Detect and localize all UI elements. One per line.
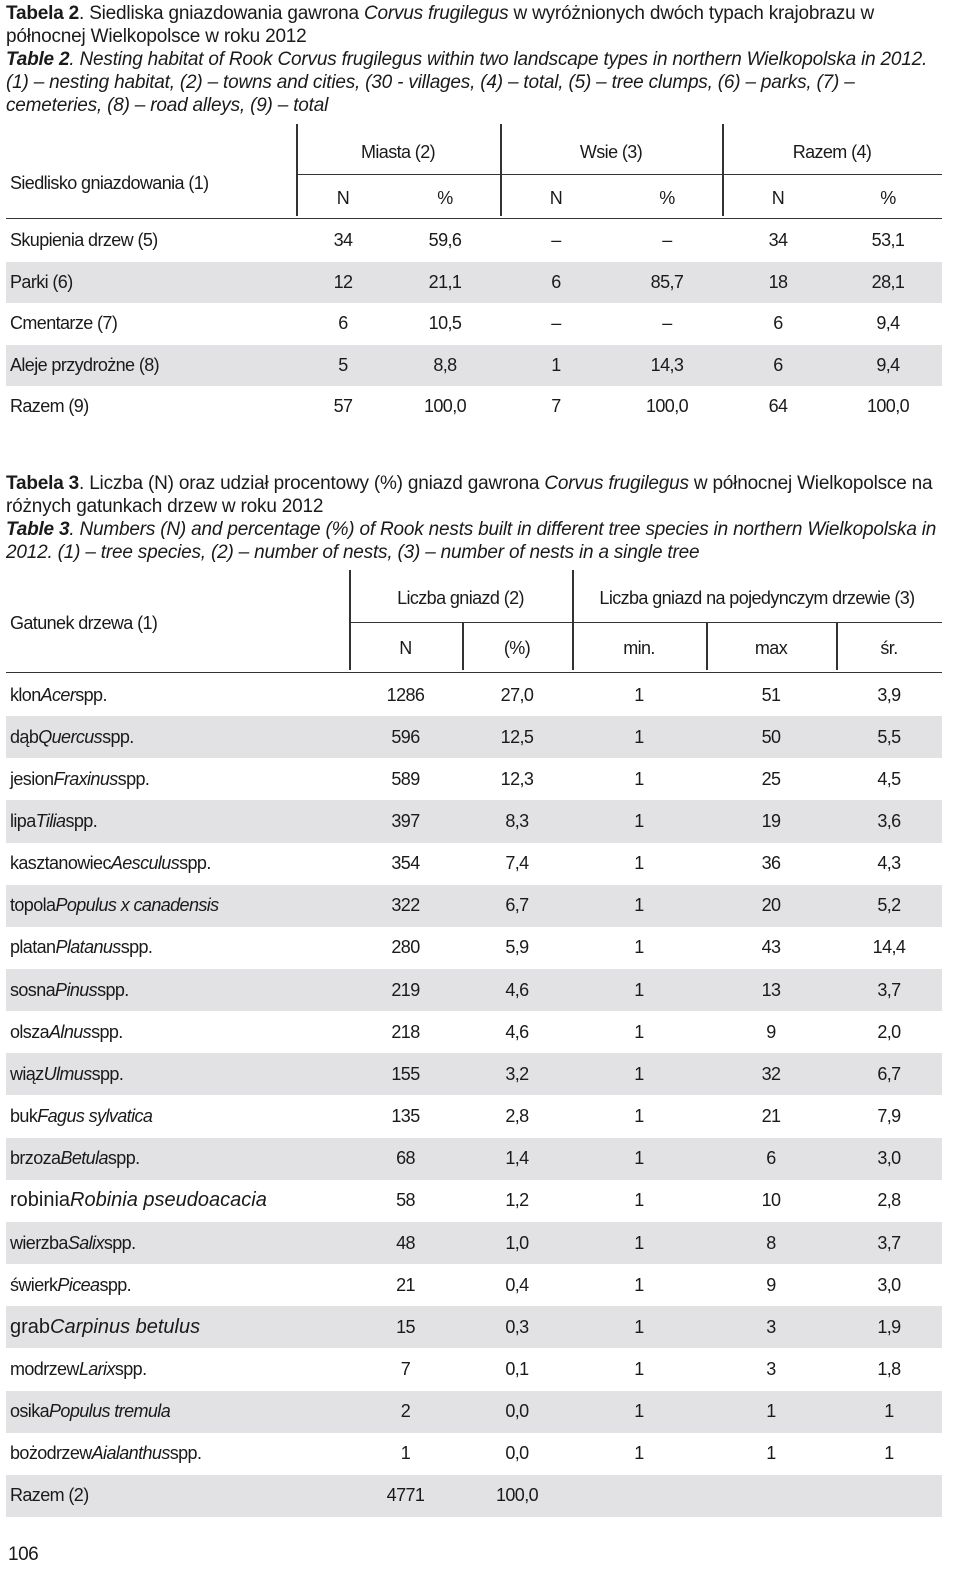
table2-group-header: Razem (4) [792, 141, 872, 162]
tree-latin-name: Fagus sylvatica [37, 1106, 153, 1127]
table3-cell: 4,5 [877, 768, 901, 789]
tree-latin-name: Acer [40, 684, 76, 705]
table3-cell: 6 [766, 1148, 776, 1169]
table3-cell: 1,0 [505, 1232, 529, 1253]
table2-col-header: Siedlisko gniazdowania (1) [10, 172, 209, 193]
table3-cell: 1 [634, 1443, 644, 1464]
table3-row-label [6, 843, 353, 885]
table3-sub-header: min. [623, 637, 655, 658]
table3-cell: 1,8 [877, 1358, 901, 1379]
tree-latin-name: Populus tremula [49, 1401, 171, 1422]
table3-cell: 6,7 [505, 895, 529, 916]
table3-cell: 1 [766, 1443, 776, 1464]
table3-group-header: Liczba gniazd na pojedynczym drzewie (3) [599, 587, 915, 608]
table2-cell: 85,7 [650, 271, 684, 292]
table2-cell: 6 [773, 313, 783, 334]
tree-name-suffix: spp. [91, 1021, 123, 1042]
table3-cell: 1 [634, 937, 644, 958]
table3-cell: 3 [766, 1358, 776, 1379]
table3-cell: 397 [391, 811, 420, 831]
table3-cell [836, 1475, 942, 1517]
table3-cell: 4,6 [505, 979, 529, 1000]
table3-cell: 589 [391, 768, 420, 789]
table3-cell: 6,7 [877, 1063, 901, 1084]
table-row [6, 1053, 942, 1095]
table3-cell: 14,4 [872, 937, 906, 958]
table3-cell: 1 [884, 1401, 894, 1422]
table3-cell: 8,3 [505, 811, 529, 831]
table3-cell: 1 [634, 1316, 644, 1337]
table3-cell: 36 [761, 853, 781, 874]
table3-row-label [6, 758, 353, 800]
tree-latin-name: Platanus [55, 937, 121, 958]
table-row [6, 1096, 942, 1138]
table-row [6, 262, 942, 304]
table2-row-label: Skupienia drzew (5) [10, 230, 158, 251]
table2-caption-pl: Tabela 2. Siedliska gniazdowania gawrona Corvus frugilegus w wyróżnionych dwóch typach krajobrazu w północnej Wielkopolsce w roku 2012 [6, 3, 875, 47]
table3-row-label [6, 885, 353, 927]
table-row [6, 716, 942, 758]
table2-cell: 28,1 [871, 271, 905, 292]
table3-cell: 9 [766, 1021, 776, 1042]
table2-header-rule [6, 218, 942, 219]
table3-caption [6, 472, 954, 564]
table-row [6, 1348, 942, 1390]
tree-common-name: Razem (2) [10, 1485, 89, 1506]
table2-cell: 1 [551, 354, 561, 375]
table2-cell: – [551, 230, 561, 251]
table2-cell: 57 [333, 396, 353, 417]
table3-cell: 1 [634, 979, 644, 1000]
table2-cell: 8,8 [433, 354, 457, 375]
tree-name-suffix: spp. [117, 768, 150, 789]
table-row [6, 386, 942, 428]
table3-cell: 100,0 [495, 1485, 539, 1506]
table3-cell: 0,4 [505, 1274, 529, 1295]
table3-cell: 1 [400, 1443, 411, 1464]
table3-cell: 1 [634, 895, 644, 916]
table2-group-header: Wsie (3) [579, 141, 643, 162]
table3-cell: 1 [766, 1401, 776, 1422]
table3-row-label [6, 1433, 353, 1475]
table-row [6, 1138, 942, 1180]
tree-common-name: wiąz [10, 1063, 44, 1084]
table3-cell: 1 [634, 1021, 644, 1042]
tree-name-suffix: spp. [179, 853, 211, 874]
table3-header-rule [6, 672, 942, 673]
tree-latin-name: Tilia [35, 811, 66, 831]
table3-cell: 1 [634, 1358, 644, 1379]
table3-row-label [6, 1306, 353, 1348]
table3-cell: 1 [634, 1232, 644, 1253]
tree-common-name: modrzew [10, 1358, 79, 1379]
table3-row-label [6, 800, 353, 842]
tree-common-name: osika [10, 1401, 50, 1422]
table-row [6, 674, 942, 716]
table3-caption-en: Table 3. Numbers (N) and percentage (%) of Rook nests built in different tree species in northern Wielkopolska in 2012. (1) – tree species, (2) – number of nests, (3) – number of nests in a single tree [6, 519, 937, 563]
tree-name-suffix: spp. [65, 811, 98, 831]
table3-cell: 48 [396, 1232, 415, 1253]
table3-cell: 5,5 [877, 726, 901, 747]
tree-name-suffix: spp. [97, 979, 129, 1000]
table3-row-label [6, 1222, 353, 1264]
table-row [6, 1475, 942, 1517]
table3-cell: 3,0 [877, 1148, 901, 1169]
table3-cell: 3 [766, 1316, 776, 1337]
tree-name-suffix: spp. [103, 1232, 136, 1253]
tree-name-suffix: spp. [91, 1063, 124, 1084]
table2-cell: 34 [333, 230, 353, 251]
table2-cell: 9,4 [876, 313, 900, 334]
tree-common-name: klon [10, 684, 41, 705]
table2-sub-header: N [771, 187, 785, 208]
tree-name-suffix: spp. [114, 1358, 147, 1379]
table3-cell: 3,0 [877, 1274, 901, 1295]
tree-common-name: świerk [10, 1274, 58, 1295]
table3-cell: 0,0 [505, 1401, 529, 1422]
table2-cell: 100,0 [423, 396, 467, 417]
tree-name-suffix: spp. [107, 1148, 140, 1169]
tree-latin-name: Fraxinus [53, 768, 118, 789]
page-number: 106 [8, 1544, 39, 1565]
table3-cell: 1 [634, 726, 644, 747]
table2-row-label: Razem (9) [10, 396, 89, 417]
table3-sub-header: śr. [880, 637, 898, 658]
table3-cell: 7,9 [877, 1106, 901, 1127]
table-row [6, 800, 942, 842]
table3-sub-header: N [399, 637, 412, 658]
table3-row-label [6, 1053, 353, 1095]
tree-latin-name: Robinia pseudoacacia [70, 1189, 267, 1212]
table2-sub-header: N [336, 187, 350, 208]
table3-row-label [6, 1391, 353, 1433]
tree-latin-name: Populus x canadensis [55, 895, 219, 916]
table3-cell: 13 [761, 979, 781, 1000]
table3-cell: 322 [391, 895, 420, 916]
tree-latin-name: Salix [67, 1232, 104, 1253]
table2-caption-en: Table 2. Nesting habitat of Rook Corvus frugilegus within two landscape types in northern Wielkopolska in 2012. (1) – nesting habitat, (2) – towns and cities, (30 - villages, (4) – total, (5) – tree clumps, (6) – parks, (7) – cemeteries, (8) – road alleys, (9) – total [6, 49, 928, 116]
tree-name-suffix: spp. [75, 684, 107, 705]
table3-cell: 0,0 [505, 1443, 529, 1464]
table3-cell: 1 [634, 1063, 644, 1084]
table3-cell: 1 [634, 684, 644, 705]
table3-cell: 3,7 [877, 1232, 901, 1253]
table-row [6, 1391, 942, 1433]
table2-cell: 64 [768, 396, 788, 417]
table3-cell: 1,2 [505, 1190, 529, 1211]
table2-sub-header: % [880, 187, 896, 208]
table2-cell: 6 [551, 271, 561, 292]
table3-cell: 32 [761, 1063, 781, 1084]
table3-cell: 0,1 [505, 1358, 529, 1379]
table3-cell: 4771 [386, 1485, 425, 1506]
table3-cell: 3,6 [877, 811, 901, 831]
table3-cell: 219 [391, 979, 420, 1000]
tree-common-name: grab [10, 1315, 51, 1338]
table2-row-label: Parki (6) [10, 271, 73, 292]
table2-cell: 7 [551, 396, 561, 417]
table2-sub-header: N [549, 187, 563, 208]
table2-cell: 21,1 [428, 271, 462, 292]
table-row [6, 758, 942, 800]
table3-cell: 3,9 [877, 684, 901, 705]
table-row [6, 927, 942, 969]
table3-cell: 596 [391, 726, 420, 747]
tree-latin-name: Larix [78, 1358, 115, 1379]
table3-sub-header: max [754, 637, 788, 658]
table3-row-label [6, 969, 353, 1011]
table2-cell: – [662, 313, 672, 334]
table3-cell: 1 [634, 853, 644, 874]
table3-cell: 19 [761, 811, 781, 831]
table3-cell: 10 [761, 1190, 781, 1211]
table3-cell: 7,4 [505, 853, 529, 874]
table-row [6, 885, 942, 927]
tree-common-name: lipa [10, 811, 36, 831]
table3-cell: 68 [396, 1148, 415, 1169]
table2-cell: 34 [768, 230, 788, 251]
table3-cell: 1 [634, 1401, 644, 1422]
table3-cell: 51 [761, 684, 781, 705]
table3-cell: 21 [396, 1274, 415, 1295]
table3-cell: 2,0 [877, 1021, 901, 1042]
table3-cell: 43 [761, 937, 781, 958]
table-row [6, 220, 942, 262]
table3-row-label [6, 1138, 353, 1180]
table3-cell: 25 [761, 768, 781, 789]
table3-cell: 354 [391, 853, 420, 874]
table3-cell: 4,6 [505, 1021, 529, 1042]
table3-row-label [6, 1264, 353, 1306]
table3-cell: 3,7 [877, 979, 901, 1000]
table3-cell: 135 [391, 1106, 420, 1127]
table3-cell: 7 [400, 1358, 411, 1379]
table3-col-header: Gatunek drzewa (1) [10, 612, 158, 633]
tree-common-name: olsza [10, 1021, 50, 1042]
table3-cell [572, 1475, 706, 1517]
table3-cell: 27,0 [500, 684, 534, 705]
tree-name-suffix: spp. [99, 1274, 132, 1295]
table3-cell: 20 [761, 895, 781, 916]
table3-cell: 3,2 [505, 1063, 529, 1084]
table2-cell: 12 [333, 271, 353, 292]
table3-cell: 155 [391, 1063, 420, 1084]
table3-row-label [6, 1096, 353, 1138]
table2-cell: 6 [338, 313, 348, 334]
table2-cell: 5 [338, 354, 348, 375]
table3-cell: 280 [391, 937, 420, 958]
tree-common-name: brzoza [10, 1148, 61, 1169]
table3-row-label [6, 927, 353, 969]
tree-common-name: sosna [10, 979, 56, 1000]
table2-header-rule [296, 174, 942, 175]
table-row [6, 1011, 942, 1053]
table2-sub-header: % [659, 187, 675, 208]
table3-cell: 9 [766, 1274, 776, 1295]
tree-latin-name: Pinus [55, 979, 98, 1000]
table-row [6, 1180, 942, 1222]
table2-row-label: Cmentarze (7) [10, 313, 118, 334]
table3-sub-header: (%) [503, 637, 531, 658]
table-row [6, 1264, 942, 1306]
tree-name-suffix: spp. [169, 1443, 202, 1464]
tree-latin-name: Aesculus [110, 853, 180, 874]
table3-cell: 12,3 [500, 768, 534, 789]
tree-common-name: buk [10, 1106, 38, 1127]
tree-common-name: jesion [10, 768, 54, 789]
table2-cell: – [662, 230, 672, 251]
tree-name-suffix: spp. [120, 937, 153, 958]
table3-cell: 1,4 [505, 1148, 529, 1169]
table3-cell: 58 [396, 1190, 415, 1211]
table-row [6, 843, 942, 885]
table3-cell: 1 [634, 1148, 644, 1169]
table2-caption [6, 2, 954, 117]
table3-cell: 1 [634, 1106, 644, 1127]
table3-cell: 2 [400, 1401, 411, 1422]
table2-cell: – [551, 313, 561, 334]
table-row [6, 1222, 942, 1264]
tree-latin-name: Alnus [49, 1021, 92, 1042]
tree-latin-name: Quercus [38, 726, 103, 747]
table3-cell: 1 [634, 811, 644, 831]
table-row [6, 969, 942, 1011]
table2-cell: 100,0 [645, 396, 689, 417]
table3-cell: 218 [391, 1021, 420, 1042]
tree-latin-name: Aialanthus [91, 1443, 170, 1464]
table3-row-label [6, 1180, 353, 1222]
table2-row-label: Aleje przydrożne (8) [10, 354, 160, 375]
table2-cell: 14,3 [650, 354, 684, 375]
table2-sub-header: % [437, 187, 453, 208]
table-row [6, 1306, 942, 1348]
table3-cell: 1286 [386, 684, 425, 705]
tree-latin-name: Ulmus [43, 1063, 92, 1084]
table3-cell: 1 [634, 1190, 644, 1211]
table3-cell: 1 [634, 1274, 644, 1295]
table2-cell: 9,4 [876, 354, 900, 375]
table3-row-label [6, 716, 353, 758]
table-row [6, 345, 942, 387]
table3-row-label [6, 1475, 353, 1517]
table2-group-header: Miasta (2) [360, 141, 436, 162]
table3-cell: 21 [761, 1106, 781, 1127]
table3-row-label [6, 1011, 353, 1053]
table3-cell: 8 [766, 1232, 776, 1253]
tree-common-name: topola [10, 895, 56, 916]
table3-cell: 5,2 [877, 895, 901, 916]
table3-row-label [6, 1348, 353, 1390]
table2-cell: 59,6 [428, 230, 462, 251]
tree-latin-name: Carpinus betulus [50, 1315, 201, 1338]
table3-cell: 1 [634, 768, 644, 789]
table-row [6, 303, 942, 345]
tree-common-name: kasztanowiec [10, 853, 111, 874]
table3-cell: 5,9 [505, 937, 529, 958]
table2-cell: 53,1 [871, 230, 905, 251]
table3-cell: 0,3 [505, 1316, 529, 1337]
tree-common-name: bożodrzew [10, 1443, 92, 1464]
tree-common-name: platan [10, 937, 56, 958]
table3-cell: 4,3 [877, 853, 901, 874]
table3-cell: 1 [884, 1443, 894, 1464]
table2-cell: 10,5 [428, 313, 462, 334]
table3-header-rule [349, 622, 942, 623]
table3-cell: 2,8 [877, 1190, 901, 1211]
table3-cell [706, 1475, 836, 1517]
table3-cell: 2,8 [505, 1106, 529, 1127]
tree-common-name: robinia [10, 1189, 71, 1212]
table3-cell: 12,5 [500, 726, 534, 747]
table3-caption-pl: Tabela 3. Liczba (N) oraz udział procentowy (%) gniazd gawrona Corvus frugilegus w północnej Wielkopolsce na różnych gatunkach drzew w roku 2012 [6, 473, 933, 517]
tree-common-name: dąb [10, 726, 39, 747]
table3-cell: 15 [396, 1316, 415, 1337]
table2-cell: 18 [768, 271, 788, 292]
tree-name-suffix: spp. [102, 726, 134, 747]
table3-group-header: Liczba gniazd (2) [397, 587, 524, 608]
table2-cell: 6 [773, 354, 783, 375]
tree-latin-name: Betula [60, 1148, 108, 1169]
table3-cell: 1,9 [877, 1316, 901, 1337]
table-row [6, 1433, 942, 1475]
table3-cell: 50 [761, 726, 781, 747]
table2-cell: 100,0 [866, 396, 910, 417]
tree-common-name: wierzba [10, 1232, 68, 1253]
table3-row-label [6, 674, 353, 716]
tree-latin-name: Picea [57, 1274, 100, 1295]
